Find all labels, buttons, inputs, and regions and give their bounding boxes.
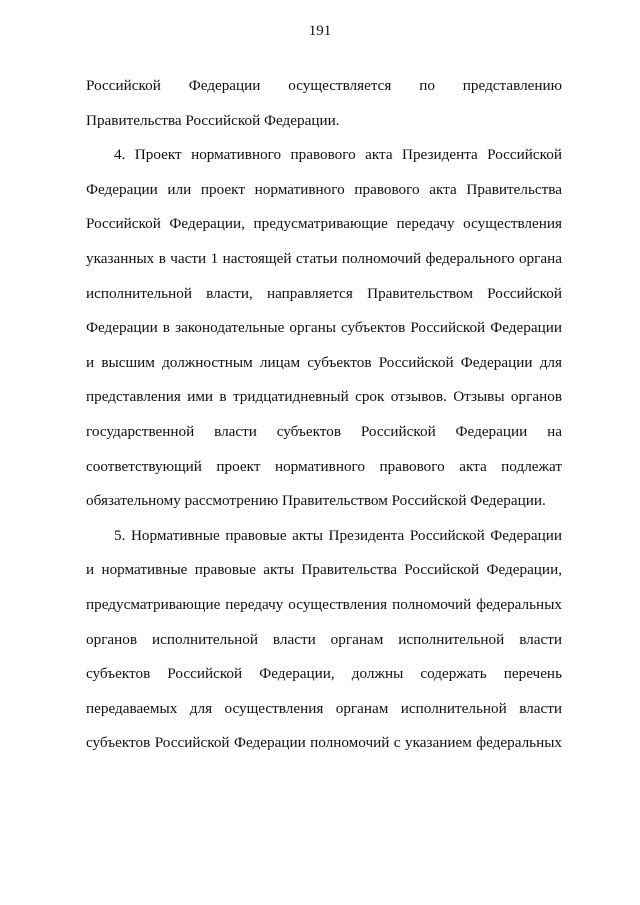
paragraph-item-4: 4. Проект нормативного правового акта Президента Российской Федерации или проект нормативного правового акта Правительства Российской Федерации, предусматривающие передачу осуществления указанных в части 1 настоящей статьи полномочий федерального органа исполнительной власти, направляется Правительством Российской Федерации в законодательные органы субъектов Российской Федерации и высшим должностным лицам субъектов Российской Федерации для представления ими в тридцатидневный срок отзывов. Отзывы органов государственной власти субъектов Российской Федерации на соответствующий проект нормативного правового акта подлежат обязательному рассмотрению Правительством Российской Федерации. <box>86 146 562 510</box>
document-body <box>86 69 562 761</box>
page-number: 191 <box>308 23 332 39</box>
paragraph-item-5: 5. Нормативные правовые акты Президента Российской Федерации и нормативные правовые акты Правительства Российской Федерации, предусматривающие передачу осуществления полномочий федеральных органов исполнительной власти органам исполнительной власти субъектов Российской Федерации, должны содержать перечень передаваемых для осуществления органам исполнительной власти субъектов Российской Федерации полномочий с указанием федеральных <box>86 526 562 752</box>
paragraph-continuation: Российской Федерации осуществляется по представлению Правительства Российской Федерации. <box>86 77 562 129</box>
